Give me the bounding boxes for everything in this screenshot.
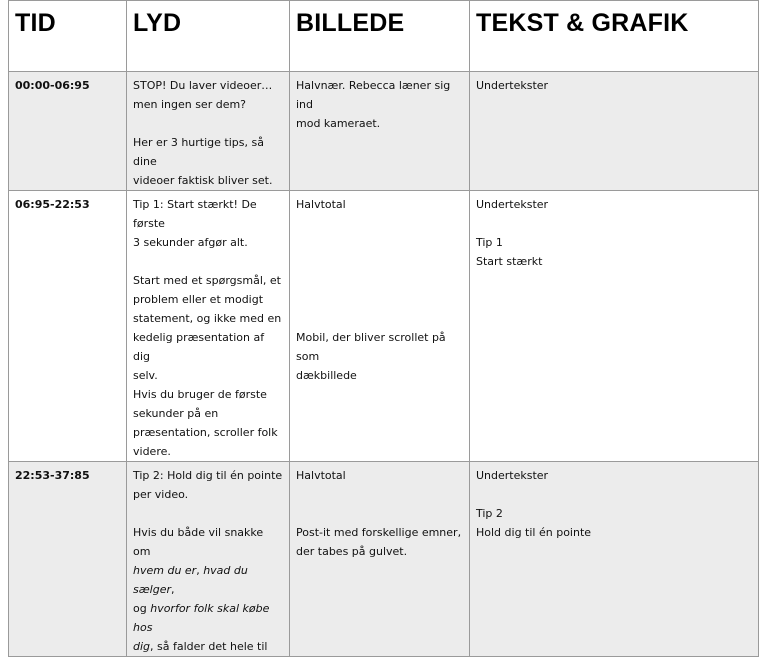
lyd-text-span: Hvis du både vil snakke om [133,526,264,558]
tekst-text: Tip 1 Start stærkt [476,236,543,268]
tekst-text: Undertekster [476,198,549,211]
lyd-text-span: , [196,564,204,577]
header-lyd [127,1,290,72]
lyd-text-italic: hvad du sælger [133,564,248,596]
time-cell [9,191,127,462]
tekst-cell [470,462,759,657]
billede-cell [290,462,470,657]
lyd-text-span: og [133,602,151,615]
billede-text: Halvnær. Rebecca læner sig ind mod kameraet. [296,79,451,130]
table-row [9,462,759,657]
tekst-cell [470,191,759,462]
billede-text: Halvtotal [296,469,346,482]
lyd-text: Her er 3 hurtige tips, så dine videoer faktisk bliver set. [133,136,273,187]
table-row [9,72,759,191]
time-value: 06:95-22:53 [15,198,90,211]
billede-cell [290,191,470,462]
lyd-text: Start med et spørgsmål, et problem eller et modigt statement, og ikke med en kedelig præsentation af dig selv. Hvis du bruger de første sekunder på en præsentation, scroller folk videre. [133,274,282,458]
lyd-cell [127,72,290,191]
billede-text: Post-it med forskellige emner, der tabes på gulvet. [296,526,462,558]
table-row [9,191,759,462]
lyd-text-span: , [171,583,175,596]
lyd-text-italic: hvorfor folk skal købe hos dig [133,602,270,653]
billede-text: Halvtotal [296,198,346,211]
header-tid [9,1,127,72]
time-cell [9,462,127,657]
lyd-text-rich [133,523,283,656]
time-value: 00:00-06:95 [15,79,90,92]
lyd-text-italic: hvem du er [133,564,197,577]
lyd-text-span: , så falder det hele til [150,640,268,653]
tekst-text: Undertekster [476,79,549,92]
billede-cell [290,72,470,191]
lyd-cell [127,462,290,657]
tekst-text: Tip 2 Hold dig til én pointe [476,507,592,539]
header-billede [290,1,470,72]
header-tekst-label: TEKST & GRAFIK [476,9,689,37]
lyd-text: Tip 1: Start stærkt! De første 3 sekunder afgør alt. [133,198,257,249]
time-cell [9,72,127,191]
lyd-cell [127,191,290,462]
storyboard-table [8,0,759,657]
time-value: 22:53-37:85 [15,469,90,482]
tekst-cell [470,72,759,191]
tekst-text: Undertekster [476,469,549,482]
header-tid-label: TID [15,9,56,37]
billede-text: Mobil, der bliver scrollet på som dækbillede [296,331,446,382]
lyd-text: Tip 2: Hold dig til én pointe per video. [133,469,283,501]
lyd-text: STOP! Du laver videoer… men ingen ser dem? [133,79,273,111]
header-lyd-label: LYD [133,9,182,37]
header-row [9,1,759,72]
header-billede-label: BILLEDE [296,9,405,37]
header-tekst [470,1,759,72]
